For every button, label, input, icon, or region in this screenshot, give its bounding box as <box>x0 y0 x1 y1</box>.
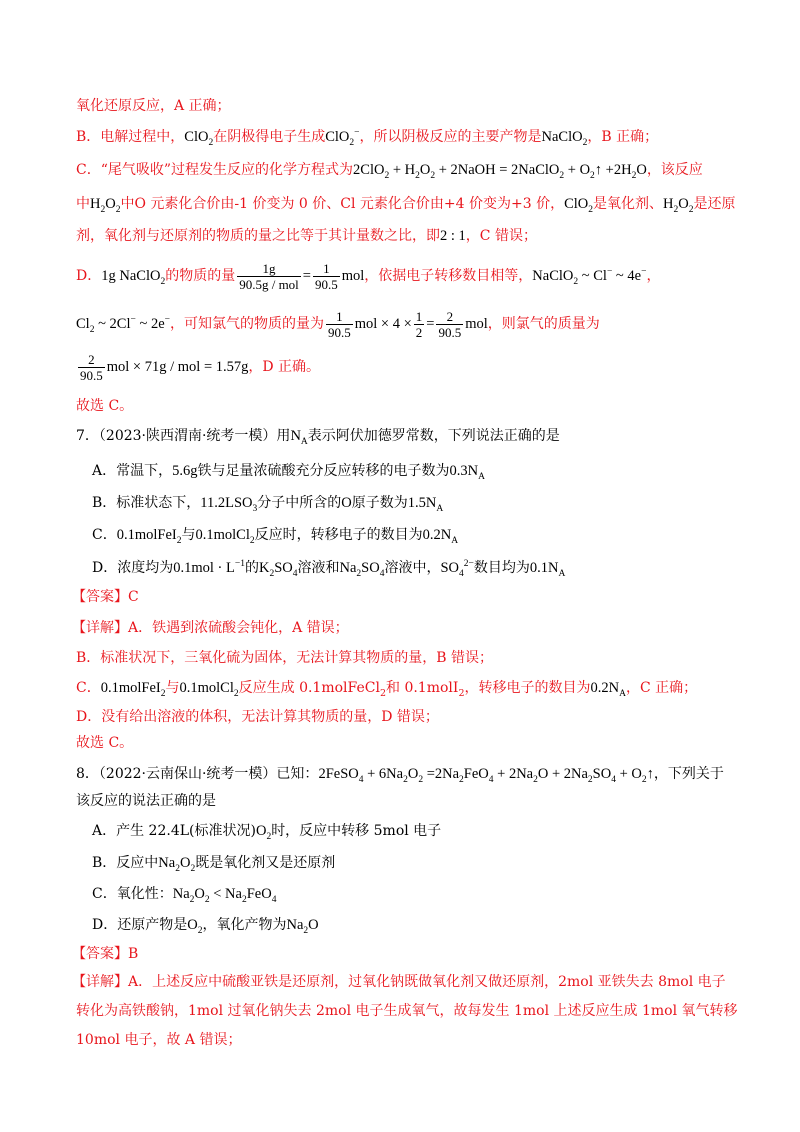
fraction: $\frac{1}{90.5}$ <box>314 260 338 292</box>
formula: 1g NaClO$_2$ <box>101 268 166 287</box>
formula: $Na_2O$ <box>286 917 319 936</box>
explanation-line: D．没有给出溶液的体积，无法计算其物质的量，D 错误； <box>76 709 439 725</box>
text-line: 氧化还原反应，A 正确； <box>76 98 231 114</box>
question-8-option-a: A．产生 22.4L(标准状况)$O_2$时，反应中转移 5mol 电子 <box>92 823 442 842</box>
question-7-option-d: D．浓度均为$0.1mol \cdot L^{-1}$的$K_2SO_4$溶液和$Na_2SO_4$溶液中，$SO_4^{2-}$数目均为$0.1N_A$ <box>92 559 566 579</box>
explanation-line: C．0.1molFeI$_2$与0.1molCl$_2$反应生成 0.1molFeCl$_2$和 0.1molI$_2$，转移电子的数目为$0.2N_A$，C 正确； <box>76 680 698 699</box>
text-line: $Cl_2$ ~ 2Cl− ~ 2e−，可知氯气的物质的量为 $\frac{1}{90.5}$ mol × 4 × $\frac{1}{2}$ = $\frac{2}{90.5}$ mol，则氯气的质量为 <box>76 308 600 340</box>
formula: 和 0.1molI$_2$ <box>386 680 465 699</box>
text-line: C．“尾气吸收”过程发生反应的化学方程式为$2ClO_2 + H_2O_2$ + 2NaOH = 2NaClO$_2$ + $O_2↑ +2H_2O$，该反应 <box>76 162 703 181</box>
formula: NaClO$_2$ ~ Cl− ~ 4e− <box>532 267 647 287</box>
formula: 反应生成 0.1molFeCl$_2$ <box>238 680 386 699</box>
formula: $1.5N_A$ <box>407 495 444 514</box>
formula: ClO$_2$ <box>184 129 214 148</box>
explanation-line: 转化为高铁酸钠，1mol 过氧化钠失去 2mol 电子生成氧气，故每发生 1mol 上述反应生成 1mol 氧气转移 <box>76 1003 738 1019</box>
fraction: $\frac{1}{90.5}$ <box>328 308 351 340</box>
explanation-line: 故选 C。 <box>76 735 134 751</box>
question-8-option-b: B．反应中$Na_2O_2$既是氧化剂又是还原剂 <box>92 855 336 874</box>
formula: NaClO$_2$ <box>541 129 588 148</box>
question-7-option-c: C．0.1molFeI$_2$与0.1molCl$_2$反应时，转移电子的数目为$0.2N_A$ <box>92 527 459 546</box>
explanation-line: 【详解】A．铁遇到浓硫酸会钝化，A 错误； <box>72 620 349 636</box>
formula: $H_2O_2$ <box>90 196 121 215</box>
formula: $O_2$ <box>255 823 272 842</box>
answer-label: 【答案】B <box>72 946 139 962</box>
ratio: 2 : 1 <box>440 228 466 244</box>
question-7-option-b: B．标准状态下，$11.2LSO_3$分子中所含的O原子数为$1.5N_A$ <box>92 495 444 514</box>
formula: $N_A$ <box>290 428 308 447</box>
text-line: $\frac{2}{90.5}$ mol × 71g / mol = 1.57g，D 正确。 <box>80 351 321 383</box>
text-line: 中$H_2O_2$中O 元素化合价由-1 价变为 0 价、Cl 元素化合价由+4 价变为+3 价，ClO$_2$是氧化剂、$H_2O_2$是还原 <box>76 196 736 215</box>
question-8-option-d: D．还原产物是$O_2$，氧化产物为$Na_2O$ <box>92 917 319 936</box>
text-line: D．1g NaClO$_2$的物质的量 $\frac{1g}{\text{90.5g / mol}}$ = $\frac{1}{90.5}$ mol，依据电子转移数目相等，NaClO$_2$ ~ Cl− ~ 4e−， <box>76 260 661 292</box>
explanation-line: B．标准状况下，三氧化硫为固体，无法计算其物质的量，B 错误； <box>76 650 494 666</box>
question-7-stem: 7．（2023·陕西渭南·统考一模）用$N_A$表示阿伏加德罗常数，下列说法正确的是 <box>76 428 560 447</box>
fraction: $\frac{1}{2}$ <box>415 308 423 340</box>
formula: ClO$_2$− <box>325 128 360 148</box>
question-8-stem-cont: 该反应的说法正确的是 <box>76 793 216 809</box>
equation: $2ClO_2 + H_2O_2$ + 2NaOH = 2NaClO$_2$ + $O_2↑ +2H_2O$ <box>353 162 647 181</box>
formula: $K_2SO_4$ <box>258 560 298 579</box>
formula: $H_2O_2$ <box>663 196 694 215</box>
formula: $Na_2SO_4$ <box>339 560 385 579</box>
explanation-line: 【详解】A．上述反应中硫酸亚铁是还原剂，过氧化钠既做氧化剂又做还原剂，2mol 亚铁失去 8mol 电子 <box>72 974 726 990</box>
formula: $0.1mol \cdot L^{-1}$ <box>173 559 245 576</box>
fraction: $\frac{2}{90.5}$ <box>438 308 462 340</box>
question-8-option-c: C．氧化性：$Na_2O_2 < Na_2FeO_4$ <box>92 886 277 905</box>
answer-label: 【答案】C <box>72 589 139 605</box>
explanation-line: 10mol 电子，故 A 错误； <box>76 1032 242 1048</box>
equation: 2FeSO$_4$ + $6Na_2O_2 =2Na_2FeO_4 + 2Na_2O + 2Na_2SO_4$ + $O_2↑$ <box>318 766 654 785</box>
text-line: 故选 C。 <box>76 398 134 414</box>
formula: $Na_2O_2 < Na_2FeO_4$ <box>172 886 277 905</box>
formula: $11.2LSO_3$ <box>200 495 258 514</box>
formula: 0.1molFeI$_2$ <box>116 527 182 546</box>
question-8-stem: 8．（2022·云南保山·统考一模）已知：2FeSO$_4$ + $6Na_2O_2 =2Na_2FeO_4 + 2Na_2O + 2Na_2SO_4$ + $O_2↑$，下列关于 <box>76 766 724 785</box>
formula: ClO$_2$ <box>564 196 594 215</box>
formula: $0.3N_A$ <box>449 463 485 482</box>
formula: $0.2N_A$ <box>422 527 459 546</box>
fraction: $\frac{1g}{\text{90.5g / mol}}$ <box>239 260 299 292</box>
formula: $Cl_2$ ~ 2Cl− ~ 2e− <box>76 315 170 335</box>
formula: $Na_2O_2$ <box>158 855 196 874</box>
fraction: $\frac{2}{90.5}$ <box>80 351 103 383</box>
text-line: 剂，氧化剂与还原剂的物质的量之比等于其计量数之比，即2 : 1，C 错误； <box>76 228 537 244</box>
question-7-option-a: A．常温下，5.6g铁与足量浓硫酸充分反应转移的电子数为$0.3N_A$ <box>92 463 485 482</box>
formula: 0.1molCl$_2$ <box>195 527 255 546</box>
text-line: B．电解过程中，ClO$_2$在阴极得电子生成ClO$_2$−，所以阴极反应的主要产物是NaClO$_2$，B 正确； <box>76 128 659 148</box>
formula: $0.2N_A$ <box>590 680 626 699</box>
formula: 0.1molFeI$_2$ <box>100 680 166 699</box>
formula: 0.1molCl$_2$ <box>179 680 239 699</box>
formula: $0.1N_A$ <box>529 560 566 579</box>
formula: $SO_4^{2-}$ <box>440 559 474 579</box>
formula: $O_2$ <box>187 917 203 936</box>
